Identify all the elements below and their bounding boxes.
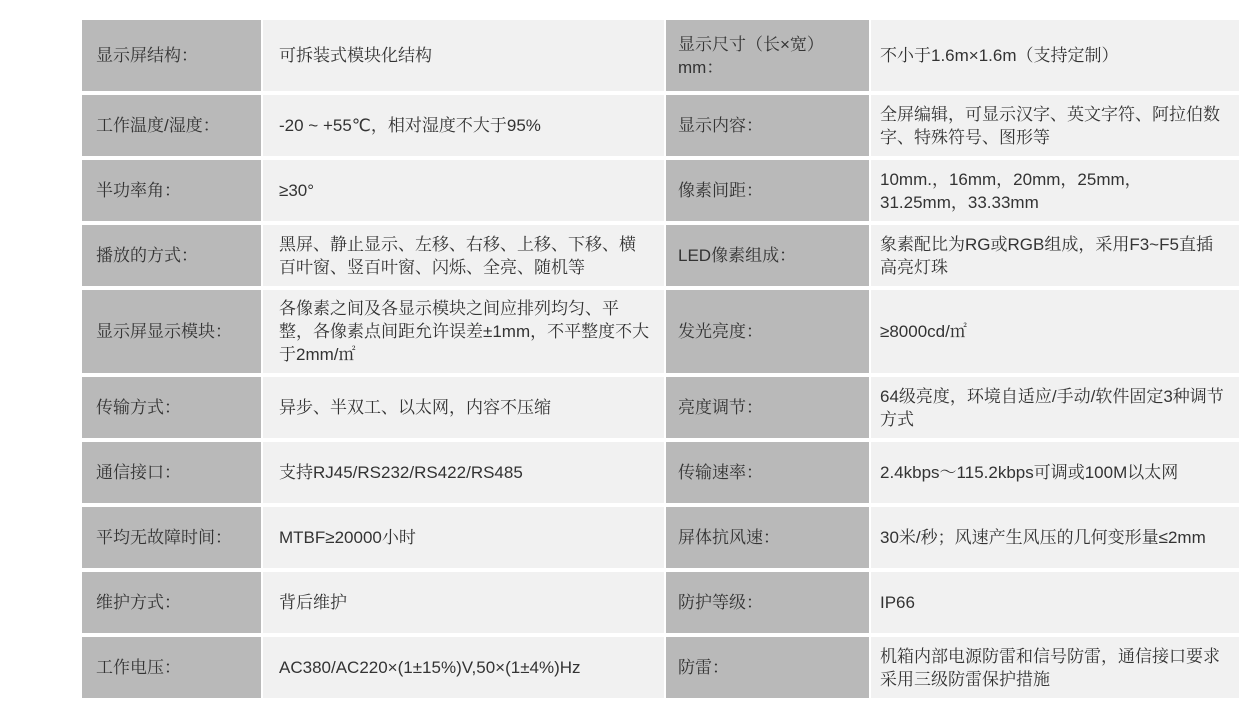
spec-value-cell: 64级亮度，环境自适应/手动/软件固定3种调节方式 (871, 377, 1239, 438)
spec-label-cell: 显示尺寸（长×宽）mm： (666, 20, 869, 91)
spec-label-cell: 亮度调节： (666, 377, 869, 438)
spec-label-cell: 传输方式： (82, 377, 261, 438)
spec-label-cell: 维护方式： (82, 572, 261, 633)
spec-value-cell: ≥30° (263, 160, 664, 221)
spec-label-cell: 平均无故障时间： (82, 507, 261, 568)
spec-label-cell: 工作电压： (82, 637, 261, 698)
spec-value-cell: 异步、半双工、以太网，内容不压缩 (263, 377, 664, 438)
spec-value-cell: MTBF≥20000小时 (263, 507, 664, 568)
spec-label-cell: 像素间距： (666, 160, 869, 221)
spec-value-cell: 背后维护 (263, 572, 664, 633)
spec-label-cell: 显示屏结构： (82, 20, 261, 91)
spec-value-cell: 黑屏、静止显示、左移、右移、上移、下移、横百叶窗、竖百叶窗、闪烁、全亮、随机等 (263, 225, 664, 286)
led-spec-table (82, 20, 1239, 698)
spec-label-cell: 通信接口： (82, 442, 261, 503)
spec-value-cell: 全屏编辑，可显示汉字、英文字符、阿拉伯数字、特殊符号、图形等 (871, 95, 1239, 156)
spec-value-cell: 各像素之间及各显示模块之间应排列均匀、平整，各像素点间距允许误差±1mm，不平整度不大于2mm/㎡ (263, 290, 664, 373)
spec-label-cell: 屏体抗风速： (666, 507, 869, 568)
spec-value-cell: 象素配比为RG或RGB组成，采用F3~F5直插高亮灯珠 (871, 225, 1239, 286)
spec-value-cell: AC380/AC220×(1±15%)V,50×(1±4%)Hz (263, 637, 664, 698)
spec-value-cell: IP66 (871, 572, 1239, 633)
spec-value-cell: 30米/秒；风速产生风压的几何变形量≤2mm (871, 507, 1239, 568)
spec-label-cell: 传输速率： (666, 442, 869, 503)
spec-value-cell: ≥8000cd/㎡ (871, 290, 1239, 373)
spec-label-cell: 显示内容： (666, 95, 869, 156)
spec-label-cell: 工作温度/湿度： (82, 95, 261, 156)
spec-value-cell: 支持RJ45/RS232/RS422/RS485 (263, 442, 664, 503)
spec-value-cell: 可拆装式模块化结构 (263, 20, 664, 91)
spec-value-cell: 机箱内部电源防雷和信号防雷，通信接口要求采用三级防雷保护措施 (871, 637, 1239, 698)
spec-label-cell: 防雷： (666, 637, 869, 698)
spec-label-cell: 播放的方式： (82, 225, 261, 286)
spec-value-cell: 不小于1.6m×1.6m（支持定制） (871, 20, 1239, 91)
spec-label-cell: 半功率角： (82, 160, 261, 221)
spec-value-cell: 2.4kbps～115.2kbps可调或100M以太网 (871, 442, 1239, 503)
spec-label-cell: 显示屏显示模块： (82, 290, 261, 373)
spec-label-cell: 发光亮度： (666, 290, 869, 373)
spec-value-cell: -20 ~ +55℃，相对湿度不大于95% (263, 95, 664, 156)
spec-value-cell: 10mm.，16mm，20mm，25mm，31.25mm，33.33mm (871, 160, 1239, 221)
spec-label-cell: 防护等级： (666, 572, 869, 633)
spec-label-cell: LED像素组成： (666, 225, 869, 286)
